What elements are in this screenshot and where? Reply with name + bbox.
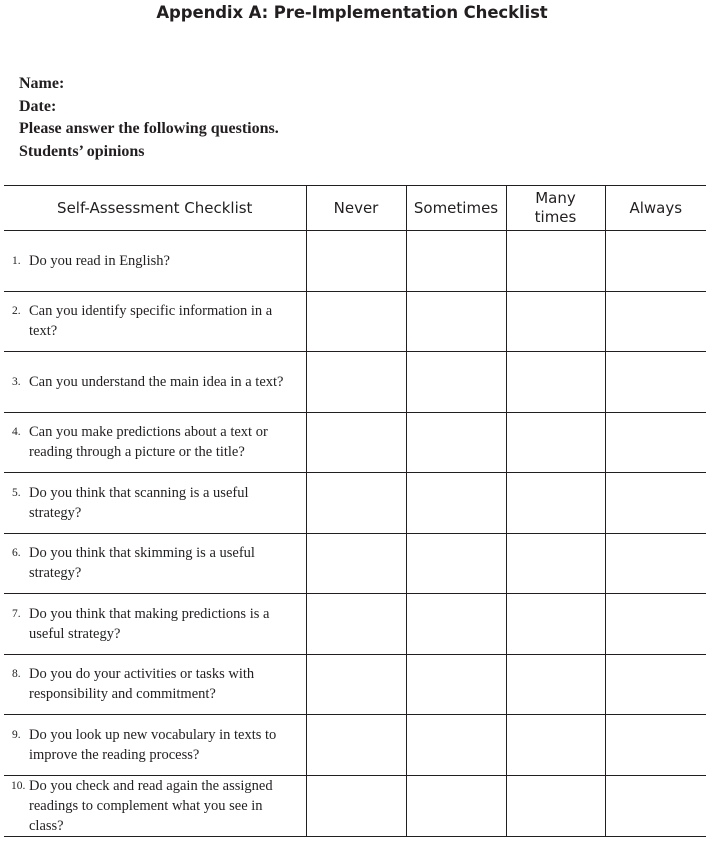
question-number: 7. xyxy=(12,607,21,620)
answer-cell-many-times[interactable] xyxy=(506,291,605,352)
instruction-text: Please answer the following questions. xyxy=(19,120,279,138)
answer-cell-always[interactable] xyxy=(605,533,706,594)
header-checklist: Self-Assessment Checklist xyxy=(4,186,306,231)
answer-cell-never[interactable] xyxy=(306,352,406,413)
answer-cell-never[interactable] xyxy=(306,473,406,534)
question-text: Do you read in English? xyxy=(29,252,170,269)
question-cell xyxy=(4,654,306,715)
answer-cell-always[interactable] xyxy=(605,412,706,473)
question-number: 2. xyxy=(12,305,21,318)
subtitle-text: Students’ opinions xyxy=(19,143,145,161)
table-row xyxy=(4,412,706,473)
answer-cell-always[interactable] xyxy=(605,654,706,715)
self-assessment-table xyxy=(4,185,706,837)
question-number: 9. xyxy=(12,728,21,741)
answer-cell-never[interactable] xyxy=(306,654,406,715)
answer-cell-many-times[interactable] xyxy=(506,473,605,534)
answer-cell-many-times[interactable] xyxy=(506,775,605,836)
answer-cell-sometimes[interactable] xyxy=(406,533,506,594)
table-row xyxy=(4,533,706,594)
table-header-row xyxy=(4,186,706,231)
student-info xyxy=(19,73,279,164)
header-never: Never xyxy=(306,186,406,231)
question-text: Do you look up new vocabulary in texts to improve the reading process? xyxy=(29,726,277,763)
table-row xyxy=(4,231,706,292)
table-row xyxy=(4,291,706,352)
answer-cell-many-times[interactable] xyxy=(506,594,605,655)
answer-cell-sometimes[interactable] xyxy=(406,715,506,776)
answer-cell-always[interactable] xyxy=(605,715,706,776)
answer-cell-many-times[interactable] xyxy=(506,352,605,413)
table-row xyxy=(4,473,706,534)
table-row xyxy=(4,715,706,776)
question-cell xyxy=(4,533,306,594)
question-text: Can you make predictions about a text or reading through a picture or the title? xyxy=(29,424,268,461)
answer-cell-always[interactable] xyxy=(605,352,706,413)
answer-cell-sometimes[interactable] xyxy=(406,473,506,534)
question-text: Do you think that making predictions is a useful strategy? xyxy=(29,605,270,642)
answer-cell-sometimes[interactable] xyxy=(406,352,506,413)
table-row xyxy=(4,594,706,655)
question-cell xyxy=(4,291,306,352)
answer-cell-sometimes[interactable] xyxy=(406,412,506,473)
table-row xyxy=(4,352,706,413)
answer-cell-always[interactable] xyxy=(605,473,706,534)
header-always: Always xyxy=(605,186,706,231)
answer-cell-always[interactable] xyxy=(605,231,706,292)
question-cell xyxy=(4,352,306,413)
question-number: 8. xyxy=(12,668,21,681)
answer-cell-never[interactable] xyxy=(306,291,406,352)
answer-cell-many-times[interactable] xyxy=(506,715,605,776)
question-cell xyxy=(4,412,306,473)
answer-cell-never[interactable] xyxy=(306,775,406,836)
answer-cell-always[interactable] xyxy=(605,775,706,836)
answer-cell-always[interactable] xyxy=(605,594,706,655)
answer-cell-sometimes[interactable] xyxy=(406,594,506,655)
answer-cell-sometimes[interactable] xyxy=(406,654,506,715)
header-many-times-line2: times xyxy=(534,208,577,226)
header-many-times xyxy=(506,186,605,231)
question-number: 1. xyxy=(12,254,21,267)
answer-cell-many-times[interactable] xyxy=(506,654,605,715)
page-title: Appendix A: Pre-Implementation Checklist xyxy=(156,3,548,22)
answer-cell-sometimes[interactable] xyxy=(406,291,506,352)
answer-cell-many-times[interactable] xyxy=(506,533,605,594)
question-text: Do you think that skimming is a useful strategy? xyxy=(29,545,255,582)
answer-cell-never[interactable] xyxy=(306,412,406,473)
question-number: 10. xyxy=(11,779,26,792)
answer-cell-never[interactable] xyxy=(306,715,406,776)
question-text: Can you identify specific information in a text? xyxy=(29,303,273,340)
question-cell xyxy=(4,775,306,836)
question-text: Can you understand the main idea in a text? xyxy=(29,373,284,390)
question-text: Do you do your activities or tasks with responsibility and commitment? xyxy=(29,666,255,703)
table-row xyxy=(4,775,706,836)
header-many-times-line1: Many xyxy=(535,189,576,207)
question-cell xyxy=(4,594,306,655)
answer-cell-many-times[interactable] xyxy=(506,231,605,292)
table-row xyxy=(4,654,706,715)
answer-cell-never[interactable] xyxy=(306,231,406,292)
question-cell xyxy=(4,231,306,292)
question-number: 3. xyxy=(12,375,21,388)
answer-cell-never[interactable] xyxy=(306,594,406,655)
question-text: Do you check and read again the assigned readings to complement what you see in class? xyxy=(29,777,273,834)
answer-cell-sometimes[interactable] xyxy=(406,775,506,836)
question-number: 4. xyxy=(12,426,21,439)
answer-cell-sometimes[interactable] xyxy=(406,231,506,292)
answer-cell-never[interactable] xyxy=(306,533,406,594)
name-label: Name: xyxy=(19,75,65,92)
date-label: Date: xyxy=(19,97,57,115)
answer-cell-many-times[interactable] xyxy=(506,412,605,473)
question-text: Do you think that scanning is a useful strategy? xyxy=(29,484,249,521)
question-cell xyxy=(4,715,306,776)
question-number: 5. xyxy=(12,486,21,499)
question-cell xyxy=(4,473,306,534)
answer-cell-always[interactable] xyxy=(605,291,706,352)
question-number: 6. xyxy=(12,547,21,560)
header-sometimes: Sometimes xyxy=(406,186,506,231)
